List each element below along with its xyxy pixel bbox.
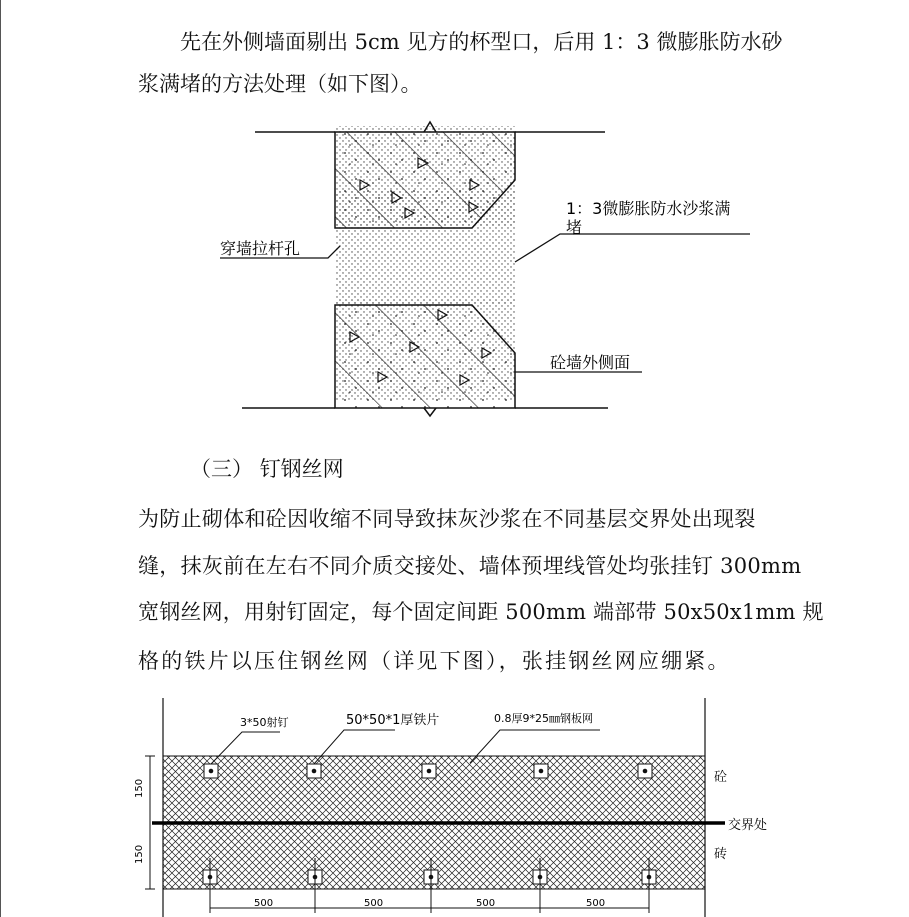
nail-label: 3*50射钉 (240, 716, 289, 729)
paragraph-2-line-1: 为防止砌体和砼因收缩不同导致抹灰沙浆在不同基层交界处出现裂 (138, 507, 756, 531)
section-heading: （三） 钉钢丝网 (190, 457, 344, 481)
mortar-label-line-2: 堵 (566, 218, 583, 237)
plate-label: 50*50*1厚铁片 (346, 713, 440, 728)
spacing-1: 500 (254, 898, 274, 909)
page-edge (0, 0, 1, 917)
spacing-3: 500 (476, 898, 496, 909)
dim-top: 150 (134, 778, 145, 798)
mortar-leader (515, 234, 750, 262)
dim-bottom: 150 (134, 844, 145, 864)
brick-label: 砖 (714, 847, 728, 862)
junction-label: 交界处 (728, 818, 768, 833)
wall-label: 砼墙外侧面 (550, 353, 631, 372)
hole-label: 穿墙拉杆孔 (220, 239, 301, 258)
spacing-2: 500 (364, 898, 384, 909)
paragraph-1-line-2: 浆满堵的方法处理（如下图）。 (138, 72, 422, 96)
break-mark-bottom (424, 408, 436, 416)
paragraph-2-line-2: 缝，抹灰前在左右不同介质交接处、墙体预埋线管处均张挂钉 300mm (138, 554, 802, 578)
steel-mesh-figure (130, 698, 909, 917)
mortar-label-line-1: 1：3微膨胀防水沙浆满 (566, 199, 731, 218)
mesh-label: 0.8厚9*25㎜钢板网 (494, 712, 593, 725)
tie-rod-hole-figure (180, 110, 780, 420)
concrete-label: 砼 (714, 770, 728, 785)
spacing-4: 500 (586, 898, 606, 909)
paragraph-1-line-1: 先在外侧墙面剔出 5cm 见方的杯型口，后用 1：3 微膨胀防水砂 (180, 30, 783, 54)
paragraph-2-line-3: 宽钢丝网，用射钉固定，每个固定间距 500mm 端部带 50x50x1mm 规 (138, 600, 824, 624)
paragraph-2-line-4: 格的铁片以压住钢丝网（详见下图），张挂钢丝网应绷紧。 (138, 649, 731, 673)
